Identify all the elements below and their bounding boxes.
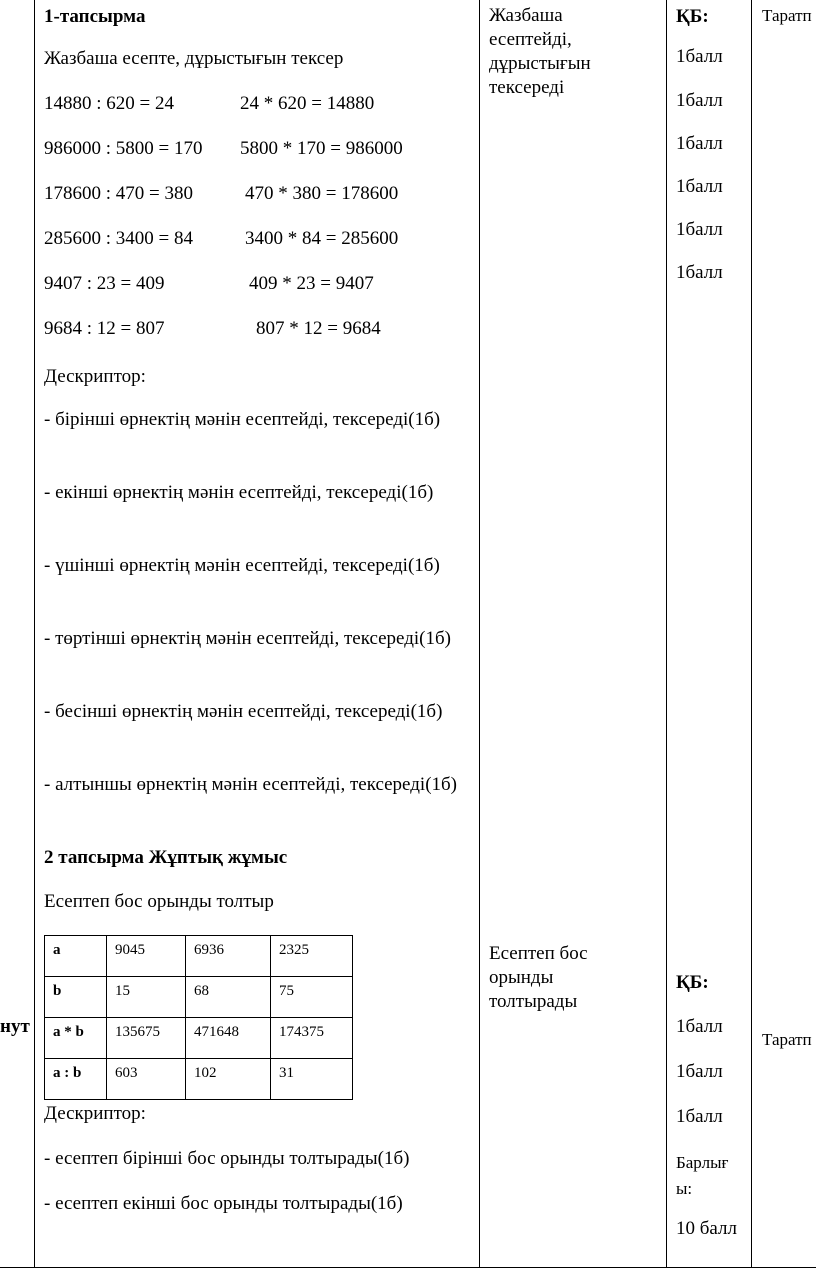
check-equation: 409 * 23 = 9407 <box>249 273 374 294</box>
descriptor-item: - бесінші өрнектің мәнін есептейді, тексереді(1б) <box>44 701 443 722</box>
table-cell: 9045 <box>107 936 186 977</box>
table-cell: 2325 <box>271 936 353 977</box>
row-header: a : b <box>45 1059 107 1100</box>
table-row <box>45 977 353 1018</box>
table-cell: 6936 <box>186 936 271 977</box>
score-point: 1балл <box>676 90 723 111</box>
score-point: 1балл <box>676 262 723 283</box>
column-divider-4 <box>751 0 752 1268</box>
descriptor-item: - есептеп екінші бос орынды толтырады(1б) <box>44 1193 403 1214</box>
time-column-fragment: нут <box>0 1016 30 1037</box>
task2-descriptor-label: Дескриптор: <box>44 1103 146 1124</box>
check-equation: 3400 * 84 = 285600 <box>245 228 399 249</box>
score-point: 1балл <box>676 176 723 197</box>
descriptor-item: - екінші өрнектің мәнін есептейді, тексереді(1б) <box>44 482 434 503</box>
total-value: 10 балл <box>676 1218 737 1239</box>
task1-score-label: ҚБ: <box>676 6 709 27</box>
values-table <box>44 935 353 1100</box>
check-equation: 807 * 12 = 9684 <box>256 318 381 339</box>
task2-resources: Таратп <box>762 1030 812 1049</box>
division-equation: 9684 : 12 = 807 <box>44 318 165 339</box>
table-row <box>45 1018 353 1059</box>
task2-learner-action: Есептеп бос орынды толтырады <box>489 943 588 1012</box>
check-equation: 5800 * 170 = 986000 <box>240 138 403 159</box>
descriptor-item: - есептеп бірінші бос орынды толтырады(1б) <box>44 1148 410 1169</box>
division-equation: 178600 : 470 = 380 <box>44 183 193 204</box>
score-point: 1балл <box>676 46 723 67</box>
descriptor-item: - төртінші өрнектің мәнін есептейді, тексереді(1б) <box>44 628 452 649</box>
task1-learner-action: Жазбаша есептейді, дұрыстығын тексереді <box>489 5 591 98</box>
table-cell: 603 <box>107 1059 186 1100</box>
task2-score-label: ҚБ: <box>676 972 709 993</box>
task2-title: 2 тапсырма Жұптық жұмыс <box>44 847 288 868</box>
score-point: 1балл <box>676 1106 723 1127</box>
division-equation: 9407 : 23 = 409 <box>44 273 165 294</box>
task1-descriptor-label: Дескриптор: <box>44 366 146 387</box>
table-cell: 174375 <box>271 1018 353 1059</box>
descriptor-item: - үшінші өрнектің мәнін есептейді, тексереді(1б) <box>44 555 440 576</box>
table-cell: 102 <box>186 1059 271 1100</box>
table-cell: 68 <box>186 977 271 1018</box>
table-cell: 471648 <box>186 1018 271 1059</box>
row-header: b <box>45 977 107 1018</box>
task1-resources: Таратп <box>762 6 812 25</box>
row-header: a <box>45 936 107 977</box>
descriptor-item: - алтыншы өрнектің мәнін есептейді, тексереді(1б) <box>44 774 458 795</box>
descriptor-item: - бірінші өрнектің мәнін есептейді, тексереді(1б) <box>44 409 441 430</box>
table-cell: 135675 <box>107 1018 186 1059</box>
column-divider-2 <box>479 0 480 1268</box>
task1-subtitle: Жазбаша есепте, дұрыстығын тексер <box>44 48 344 69</box>
task1-title: 1-тапсырма <box>44 6 146 27</box>
score-point: 1балл <box>676 1016 723 1037</box>
division-equation: 14880 : 620 = 24 <box>44 93 174 114</box>
division-equation: 986000 : 5800 = 170 <box>44 138 203 159</box>
check-equation: 24 * 620 = 14880 <box>240 93 375 114</box>
task2-subtitle: Есептеп бос орынды толтыр <box>44 891 274 912</box>
row-header: a * b <box>45 1018 107 1059</box>
table-cell: 75 <box>271 977 353 1018</box>
column-divider-1 <box>34 0 35 1268</box>
division-equation: 285600 : 3400 = 84 <box>44 228 193 249</box>
column-divider-3 <box>666 0 667 1268</box>
total-label: Барлығы: <box>676 1153 729 1198</box>
table-row <box>45 936 353 977</box>
check-equation: 470 * 380 = 178600 <box>245 183 399 204</box>
score-point: 1балл <box>676 219 723 240</box>
table-cell: 31 <box>271 1059 353 1100</box>
bottom-border <box>0 1267 816 1268</box>
score-point: 1балл <box>676 1061 723 1082</box>
table-row <box>45 1059 353 1100</box>
score-point: 1балл <box>676 133 723 154</box>
table-cell: 15 <box>107 977 186 1018</box>
